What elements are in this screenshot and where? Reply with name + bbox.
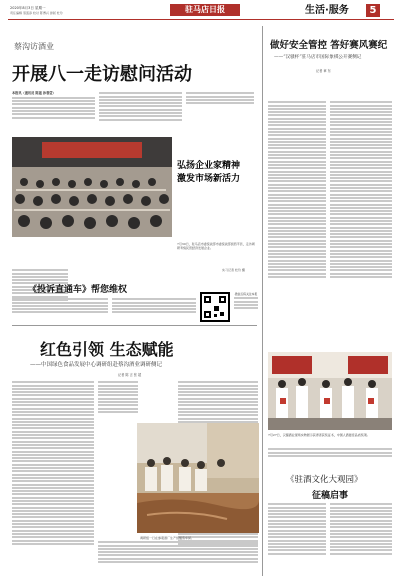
article-headline: 开展八一走访慰问活动: [12, 64, 192, 85]
slogan: [177, 160, 257, 186]
photo-credit: 实习记者 杜玲 摄: [222, 268, 245, 272]
kicker: 蔡沟访酒业: [14, 42, 54, 51]
eco-headline: 红色引领 生态赋能: [40, 340, 174, 359]
chess-headline: 做好安全管控 答好赛风赛纪: [270, 40, 388, 51]
chess-text-col-2: [330, 100, 392, 350]
section-divider: [12, 325, 257, 326]
column-divider: [262, 26, 263, 576]
award-caption: 7月27日，汉骚酒业现场实物展示获得者获奖证书，中国人酒最佳品质奖项。: [268, 433, 370, 437]
conference-photo: [12, 137, 172, 237]
paper-name-logo: 驻马店日报: [170, 4, 240, 16]
chess-subhead: ——“汉骚杯”驻马店市国际象棋公开赛侧记: [274, 55, 362, 60]
award-text: [268, 447, 392, 465]
date-line: 2020年8月3日 星期一: [10, 6, 46, 10]
slogan-line-1: 弘扬企业家精神: [177, 161, 241, 171]
photo-caption: 7月30日，驻马店市委统战部市委统战部到西平县，走访调研考察民营经济发展企业。: [177, 242, 255, 250]
call-text-col-2: [330, 502, 392, 576]
article-lede-column-3: [186, 91, 254, 111]
production-photo: [137, 423, 259, 533]
eco-text-bottom: [98, 540, 258, 576]
production-photo-caption: 调研组一行在参观酒厂生产线酿造车间。: [140, 536, 195, 540]
eco-subhead: ——中国绿色食品发展中心调研组赴蔡沟酒业调研侧记: [30, 362, 163, 368]
article-lede-column-1: [12, 91, 95, 133]
mid-text-col-3: [112, 297, 196, 323]
chess-text-col-1: [268, 100, 326, 350]
byline: 本报讯（通讯员 陈遥 孙春莹）: [12, 91, 56, 95]
article-lede-column-2: [99, 91, 182, 133]
editor-line: 责任编辑 蔡莲添 校对 陈博兴 排版 杜玲: [10, 11, 63, 15]
qr-code[interactable]: [200, 292, 230, 322]
eco-byline: 记者 陈 言 张 超: [118, 373, 142, 377]
eco-text-col-2-top: [98, 380, 138, 426]
eco-text-col-1: [12, 380, 94, 576]
call-text-col-1: [268, 502, 326, 576]
mid-text-col-2: [12, 297, 108, 323]
call-heading-1: 《驻酒文化大观园》: [286, 475, 363, 485]
award-photo: [268, 352, 392, 430]
slogan-line-2: 激发市场新活力: [177, 174, 241, 184]
chess-byline: 记者 章 东: [316, 69, 331, 73]
masthead-rule: [8, 19, 394, 20]
section-name: 生活·服务: [305, 5, 349, 16]
qr-info: ·微信扫码关注本报: [234, 292, 258, 322]
page-number: 5: [366, 4, 380, 17]
call-heading-2: 征稿启事: [312, 491, 349, 501]
complaint-headline: 《投诉直通车》帮您维权: [28, 285, 128, 295]
